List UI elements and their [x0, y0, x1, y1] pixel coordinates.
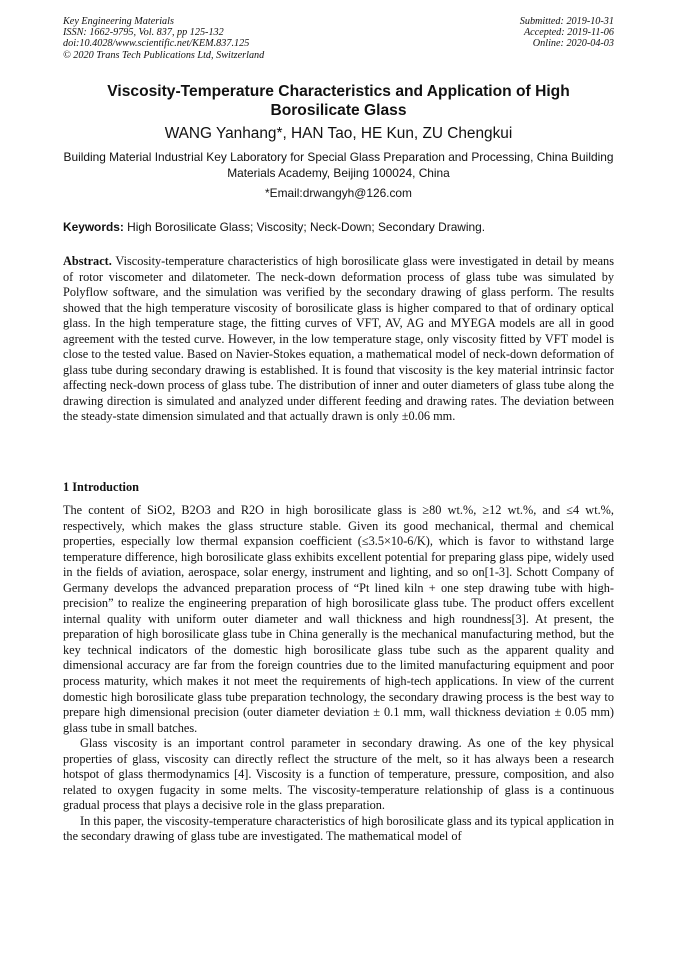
introduction-body	[63, 503, 614, 845]
keywords-label: Keywords:	[63, 220, 124, 234]
keywords	[63, 220, 614, 235]
submission-dates	[520, 16, 614, 50]
keywords-text: High Borosilicate Glass; Viscosity; Neck-Down; Secondary Drawing.	[127, 220, 486, 234]
submitted-date: Submitted: 2019-10-31	[519, 16, 614, 27]
issn-line: ISSN: 1662-9795, Vol. 837, pp 125-132	[63, 27, 224, 39]
section-heading-introduction: 1 Introduction	[63, 480, 139, 494]
intro-paragraph: The content of SiO2, B2O3 and R2O in high borosilicate glass is ≥80 wt.%, ≥12 wt.%, and ≤4 wt.%, respectively, which makes the glass structure stable. Given its good mechanical, thermal and chemical properties, especially low thermal expansion coefficient (≤3.5×10-6/K), which is favor to withstand large temperature difference, high borosilicate glass exhibits excellent potential for preparing glass pipe, widely used in the fields of aviation, aerospace, solar energy, instrument and lighting, and so on[1-3]. Schott Company of Germany develops the advanced preparation process of “Pt lined kiln + one step drawing tube with high-precision” to realize the engineering preparation of high borosilicate glass tube. The product offers excellent internal quality with uniform outer diameter and wall thickness and high roundness[3]. At present, the preparation of high borosilicate glass tube in China generally is the mechanical manufacturing method, but the key technical indicators of the domestic high borosilicate glass tube such as the apparent quality and dimensional accuracy are far from the foreign countries due to the limited manufacturing equipment and poor process maturity, which makes it not meet the requirements of high-tech applications. In view of the current domestic high borosilicate glass tube preparation technology, the secondary drawing process is the best way to prepare high dimensional precision (outer diameter deviation ± 0.1 mm, wall thickness deviation ± 0.05 mm) glass tube in small batches.	[63, 503, 614, 735]
accepted-date: Accepted: 2019-11-06	[523, 27, 614, 39]
copyright-line: © 2020 Trans Tech Publications Ltd, Switzerland	[63, 49, 265, 61]
author-list: WANG Yanhang*, HAN Tao, HE Kun, ZU Chengkui	[164, 125, 513, 142]
abstract-text: Viscosity-temperature characteristics of high borosilicate glass were investigated in detail by means of rotor viscometer and dilatometer. The neck-down deformation process of glass tube was simulated by Polyflow software, and the simulation was verified by the secondary drawing of glass perform. The results showed that the high temperature viscosity of borosilicate glass is higher compared to that of ordinary optical glass. In the high temperature stage, the fitting curves of VFT, AV, AG and MYEGA models are all in good agreement with the tested curve. However, in the low temperature stage, only viscosity fitted by VFT model is close to the tested value. Based on Navier-Stokes equation, a mathematical model of neck-down deformation of glass tube during secondary drawing is established. It is found that viscosity is the key material intrinsic factor affecting neck-down process of glass tube. The distribution of inner and outer diameters of glass tube along the drawing direction is simulated and analyzed under different feeding and drawing rates. The deviation between the steady-state dimension simulated and that actually drawn is only ±0.06 mm.	[63, 254, 614, 424]
intro-paragraph: Glass viscosity is an important control parameter in secondary drawing. As one of the key physical properties of glass, viscosity can directly reflect the structure of the melt, so it has always been a research hotspot of glass thermodynamics [4]. Viscosity is a function of temperature, pressure, composition, and also related to oxygen fugacity in some melts. The viscosity-temperature relationship of glass is a continuous gradual process that plays a decisive role in the glass preparation.	[63, 736, 614, 813]
journal-name: Key Engineering Materials	[63, 16, 174, 27]
corresponding-email: *Email:drwangyh@126.com	[265, 186, 412, 200]
abstract-label: Abstract.	[63, 254, 112, 268]
affiliation: Building Material Industrial Key Laboratory for Special Glass Preparation and Processing, China Building Materials Academy, Beijing 100024, China	[63, 150, 614, 180]
abstract	[63, 254, 614, 425]
intro-paragraph: In this paper, the viscosity-temperature characteristics of high borosilicate glass and its typical application in the secondary drawing of glass tube are investigated. The mathematical model of	[63, 813, 614, 844]
doi-line: doi:10.4028/www.scientific.net/KEM.837.125	[63, 38, 250, 50]
paper-title: Viscosity-Temperature Characteristics and Application of High Borosilicate Glass	[107, 83, 570, 119]
online-date: Online: 2020-04-03	[532, 38, 614, 50]
journal-info	[63, 16, 264, 61]
